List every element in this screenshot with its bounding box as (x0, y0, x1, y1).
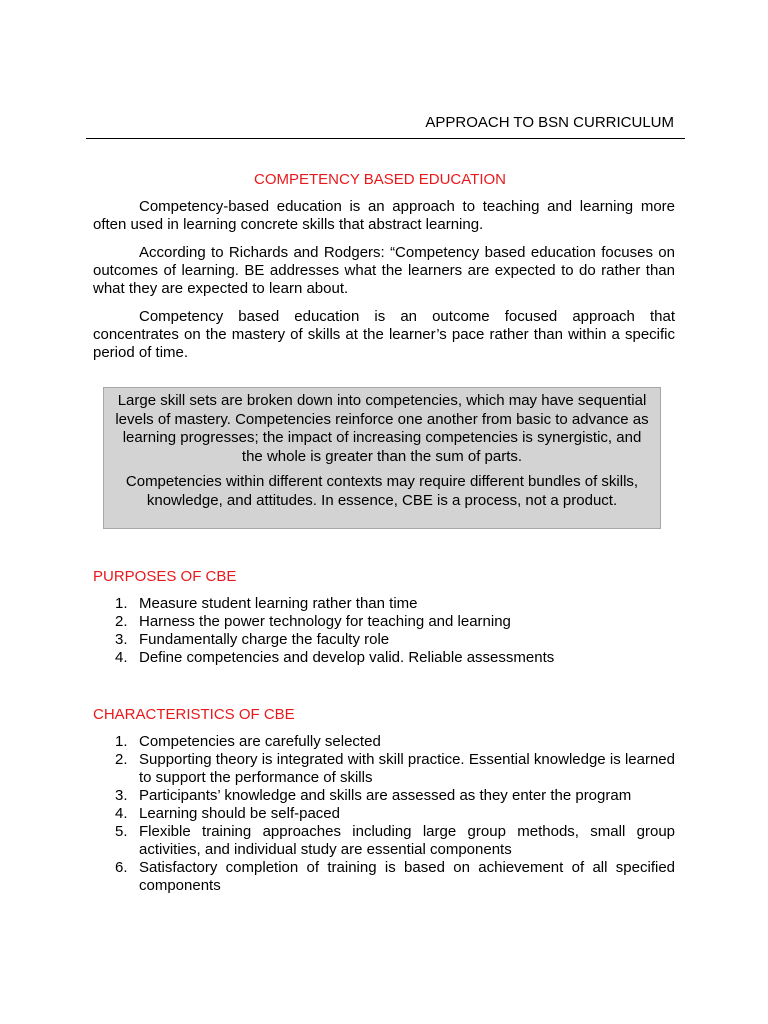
list-item (93, 805, 675, 823)
callout-paragraph-2: Competencies within different contexts may require different bundles of skills, knowledge, and attitudes. In essence, CBE is a process, not a product. (125, 473, 639, 509)
list-item (93, 787, 675, 805)
list-item-text: Define competencies and develop valid. Reliable assessments (139, 649, 555, 666)
header-rule (86, 138, 685, 139)
list-item (93, 613, 675, 631)
section-title: COMPETENCY BASED EDUCATION (254, 171, 506, 188)
list-item-text: Competencies are carefully selected (139, 733, 381, 750)
list-item-number: 6. (115, 859, 128, 876)
list-item-number: 4. (115, 649, 128, 666)
characteristics-heading: CHARACTERISTICS OF CBE (93, 706, 295, 723)
list-item-number: 2. (115, 613, 128, 630)
intro-paragraph-2: According to Richards and Rodgers: “Competency based education focuses on outcomes of learning. BE addresses what the learners are expected to do rather than what they are expected to learn about. (93, 244, 675, 297)
list-item-text: Measure student learning rather than time (139, 595, 418, 612)
list-item-number: 1. (115, 595, 128, 612)
list-item-text: Harness the power technology for teaching and learning (139, 613, 511, 630)
characteristics-list (93, 733, 675, 895)
list-item-number: 3. (115, 787, 128, 804)
list-item (93, 859, 675, 895)
list-item-text: Satisfactory completion of training is based on achievement of all specified components (139, 859, 675, 894)
purposes-list (93, 595, 675, 667)
intro-paragraph-3: Competency based education is an outcome focused approach that concentrates on the mastery of skills at the learner’s pace rather than within a specific period of time. (93, 308, 675, 361)
list-item (93, 751, 675, 787)
list-item (93, 631, 675, 649)
list-item-text: Flexible training approaches including large group methods, small group activities, and individual study are essential components (139, 823, 675, 858)
list-item-text: Learning should be self-paced (139, 805, 340, 822)
callout-paragraph-1: Large skill sets are broken down into competencies, which may have sequential levels of mastery. Competencies reinforce one another from basic to advance as learning progresses; the impact of increasing competencies is synergistic, and the whole is greater than the sum of parts. (115, 392, 649, 465)
purposes-heading: PURPOSES OF CBE (93, 568, 237, 585)
list-item-text: Supporting theory is integrated with skill practice. Essential knowledge is learned to support the performance of skills (139, 751, 675, 786)
list-item (93, 649, 675, 667)
list-item (93, 823, 675, 859)
list-item-number: 1. (115, 733, 128, 750)
list-item-number: 5. (115, 823, 128, 840)
list-item (93, 733, 675, 751)
list-item-number: 2. (115, 751, 128, 768)
list-item (93, 595, 675, 613)
list-item-text: Participants’ knowledge and skills are assessed as they enter the program (139, 787, 632, 804)
list-item-number: 4. (115, 805, 128, 822)
intro-paragraph-1: Competency-based education is an approach to teaching and learning more often used in learning concrete skills that abstract learning. (93, 198, 675, 233)
callout-box (103, 387, 661, 529)
list-item-number: 3. (115, 631, 128, 648)
list-item-text: Fundamentally charge the faculty role (139, 631, 390, 648)
running-header: APPROACH TO BSN CURRICULUM (425, 114, 674, 131)
